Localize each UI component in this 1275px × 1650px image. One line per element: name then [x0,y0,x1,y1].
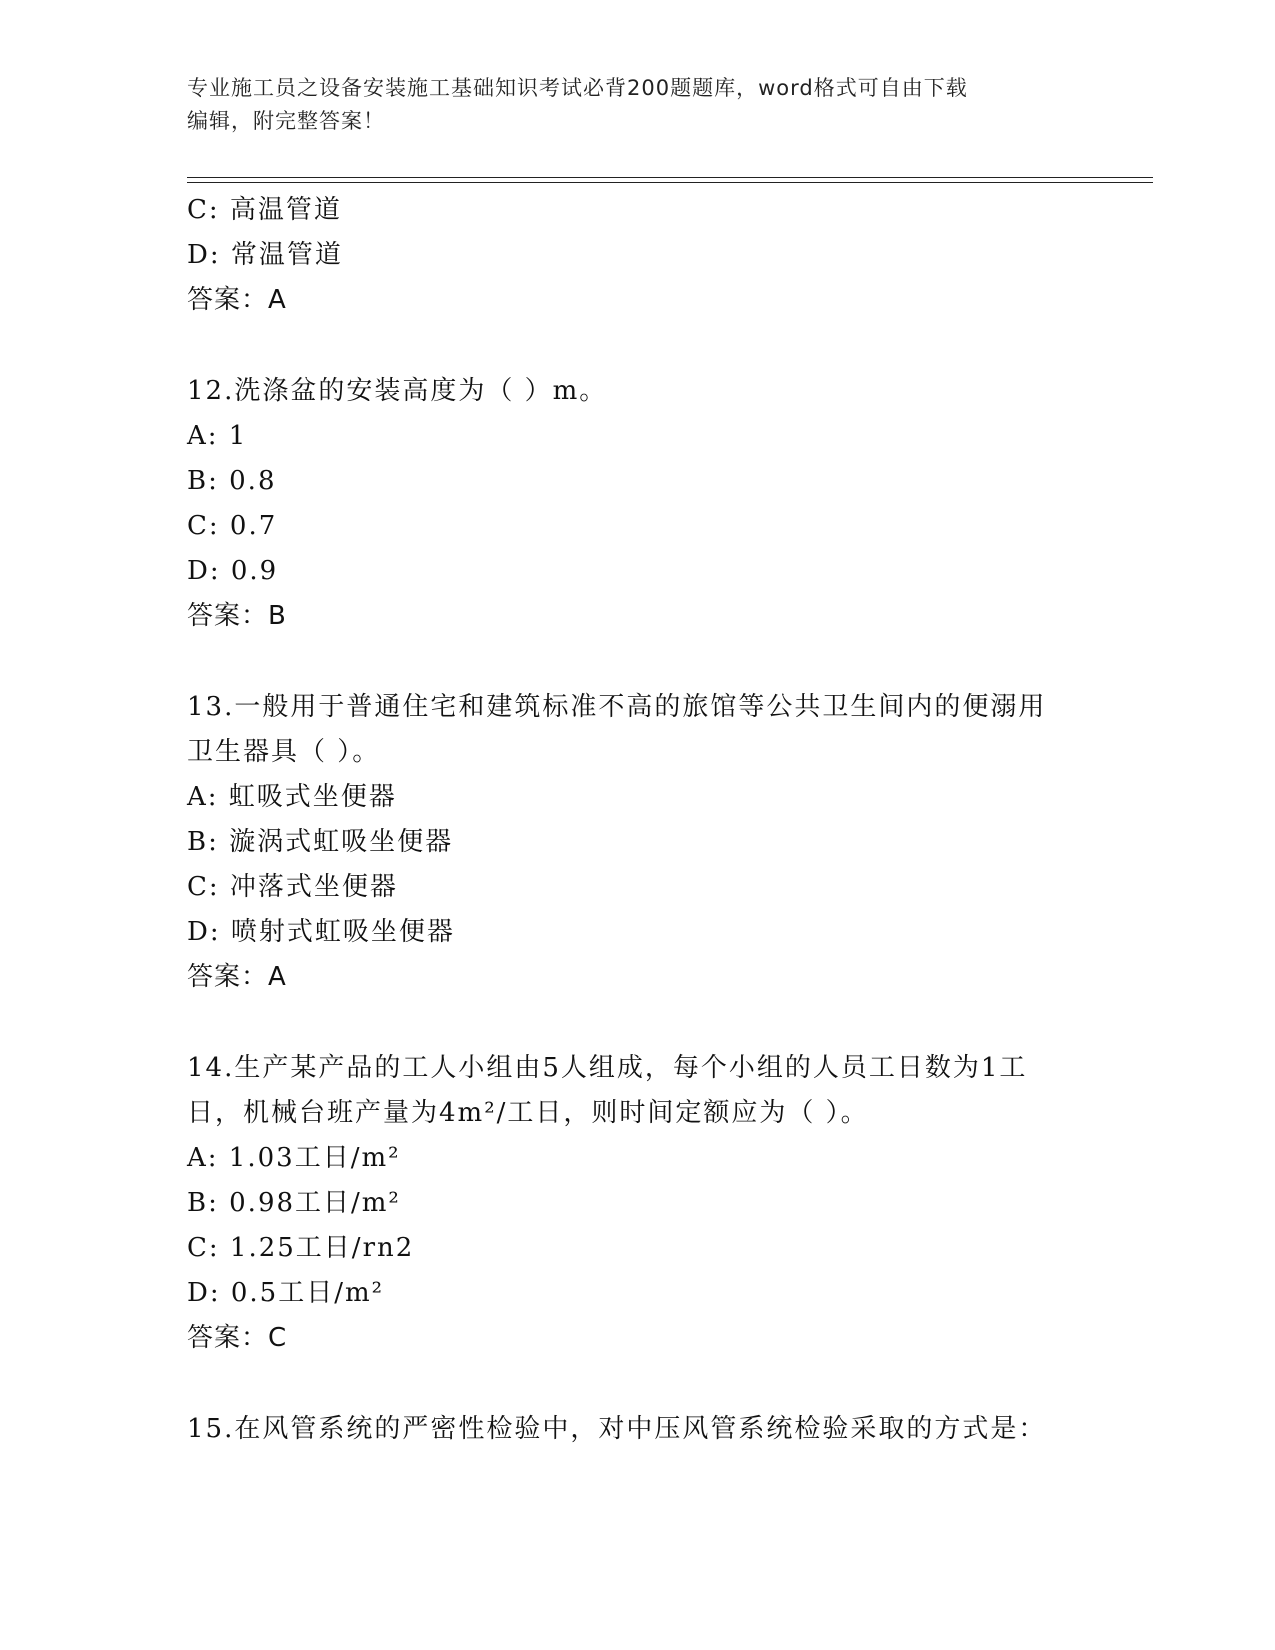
q12-option-c: C: 0.7 [187,511,278,541]
q15-stem: 15.在风管系统的严密性检验中，对中压风管系统检验采取的方式是： [187,1414,1047,1444]
q12-option-a: A: 1 [187,421,248,451]
document-header [187,72,1087,138]
q11-option-d: D: 常温管道 [187,240,343,270]
q12-option-b: B: 0.8 [187,466,277,496]
header-divider-bottom [187,182,1153,183]
q12-answer: 答案：B [187,601,287,631]
q13-option-c: C: 冲落式坐便器 [187,872,398,902]
q14-option-b: B: 0.98工日/m² [187,1188,401,1218]
q13-stem-line-2: 卫生器具（ ）。 [187,737,381,767]
q12-option-d: D: 0.9 [187,556,279,586]
q12-stem: 12.洗涤盆的安装高度为（ ）m。 [187,376,608,406]
q13-option-d: D: 喷射式虹吸坐便器 [187,917,455,947]
q14-stem-line-1: 14.生产某产品的工人小组由5人组成，每个小组的人员工日数为1工 [187,1053,1028,1083]
q13-option-a: A: 虹吸式坐便器 [187,782,397,812]
q14-option-a: A: 1.03工日/m² [187,1143,401,1173]
q14-stem-line-2: 日，机械台班产量为4m²/工日，则时间定额应为（ ）。 [187,1098,869,1128]
q13-answer: 答案：A [187,962,287,992]
q11-option-c: C: 高温管道 [187,195,342,225]
q14-option-c: C: 1.25工日/rn2 [187,1233,415,1263]
q13-option-b: B: 漩涡式虹吸坐便器 [187,827,454,857]
q14-option-d: D: 0.5工日/m² [187,1278,385,1308]
header-line-2: 编辑，附完整答案！ [187,109,385,133]
header-divider-top [187,177,1153,178]
header-line-1: 专业施工员之设备安装施工基础知识考试必背200题题库，word格式可自由下载 [187,76,968,100]
q13-stem-line-1: 13.一般用于普通住宅和建筑标准不高的旅馆等公共卫生间内的便溺用 [187,692,1047,722]
q11-answer: 答案：A [187,285,287,315]
q14-answer: 答案：C [187,1323,288,1353]
